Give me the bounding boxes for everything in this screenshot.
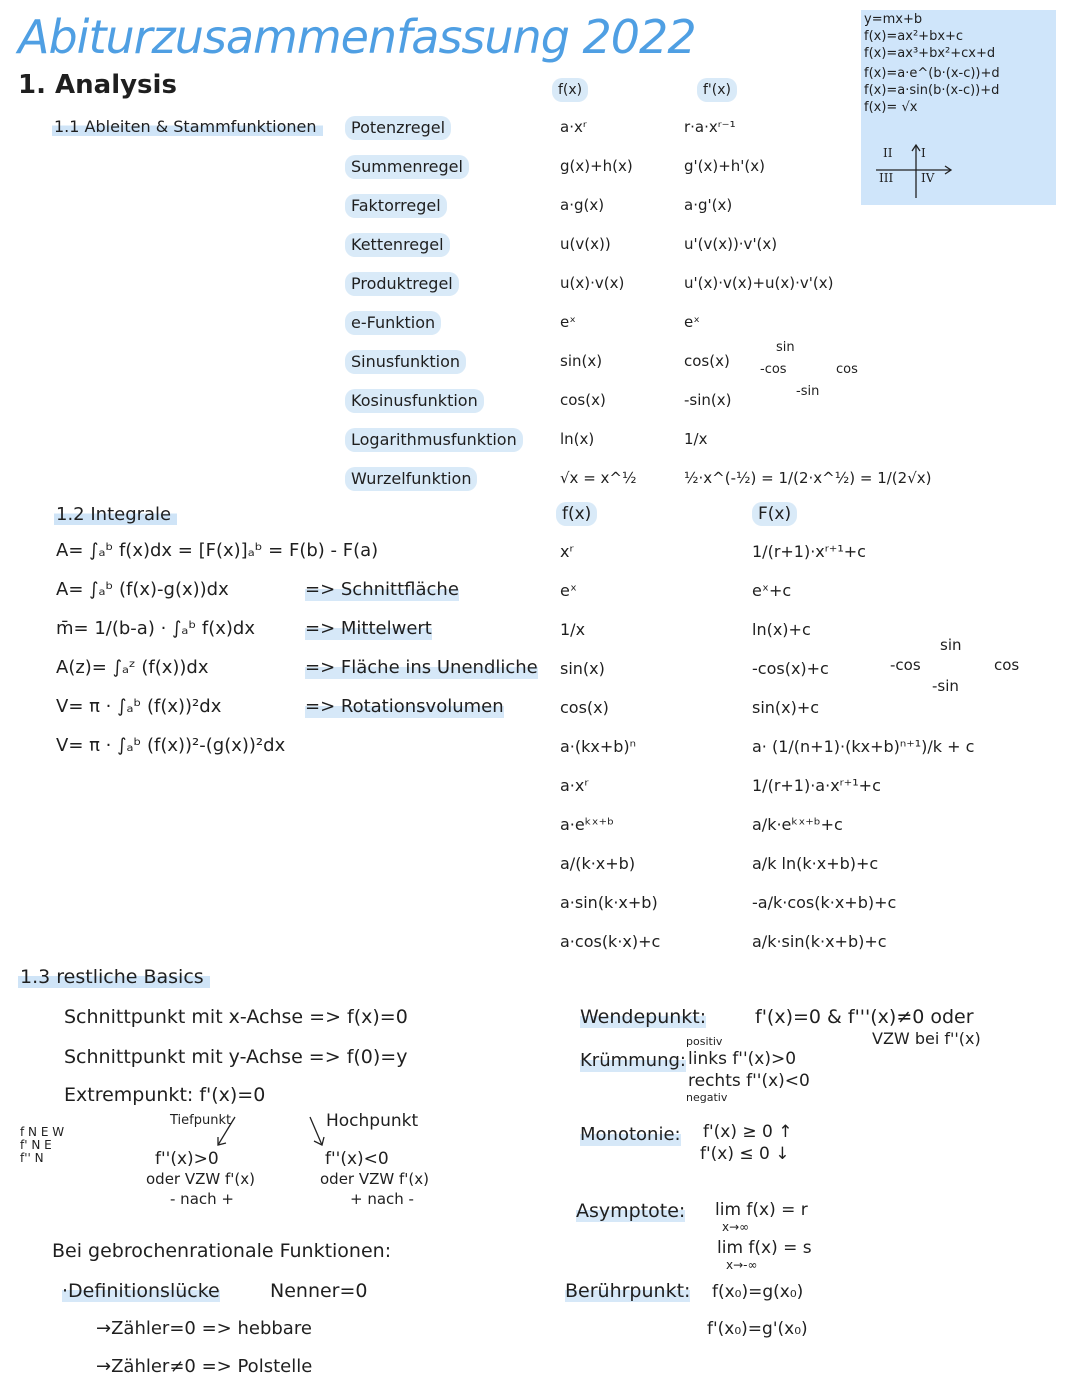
function-f: a·(kx+b)ⁿ (560, 737, 637, 756)
integral-meaning: => Rotationsvolumen (305, 696, 504, 717)
rule-name: Summenregel (345, 155, 469, 179)
kruemmung-links: links f''(x)>0 (688, 1049, 797, 1069)
rule-name: Produktregel (345, 272, 459, 296)
rule-name: Kettenregel (345, 233, 450, 257)
polstelle: →Zähler≠0 => Polstelle (96, 1356, 313, 1377)
tiefpunkt-cond: oder VZW f'(x) (146, 1170, 255, 1188)
beruehr-cond: f(x₀)=g(x₀) (712, 1282, 804, 1302)
function-f: ln(x) (560, 430, 595, 448)
function-f: cos(x) (560, 698, 609, 717)
function-f: xʳ (560, 542, 574, 561)
antiderivative-F: 1/(r+1)·xʳ⁺¹+c (752, 542, 866, 561)
hebbar: →Zähler=0 => hebbare (96, 1318, 312, 1339)
quadrant-2: II (883, 146, 893, 160)
derivative-fprime: u'(v(x))·v'(x) (684, 235, 778, 253)
integral-formula: V= π · ∫ₐᵇ (f(x))²dx (56, 696, 222, 717)
function-type-line: f(x)=ax²+bx+c (864, 29, 964, 44)
definitionsluecke: ·Definitionslücke (62, 1280, 220, 1302)
quadrant-3: III (879, 171, 894, 185)
column-header-f: f(x) (552, 78, 588, 102)
function-f: a·cos(k·x)+c (560, 932, 661, 951)
derivative-fprime: -sin(x) (684, 391, 732, 409)
integral-formula: A(z)= ∫ₐᶻ (f(x))dx (56, 657, 209, 678)
new-rule: f'' N (20, 1151, 44, 1165)
wendepunkt-cond: f'(x)=0 & f'''(x)≠0 oder (755, 1006, 974, 1028)
limit-neginf-sub: x→-∞ (726, 1258, 758, 1272)
monotonie-cond: f'(x) ≤ 0 ↓ (700, 1144, 790, 1164)
function-type-line: y=mx+b (864, 12, 923, 27)
derivative-fprime: cos(x) (684, 352, 730, 370)
cycle-bottom: -sin (796, 384, 820, 399)
function-type-line: f(x)=ax³+bx²+cx+d (864, 46, 996, 61)
function-f: a·xʳ (560, 776, 589, 795)
limit-inf: lim f(x) = r (715, 1200, 808, 1220)
cycle-top: sin (776, 340, 795, 355)
function-type-line: f(x)=a·e^(b·(x-c))+d (864, 66, 1000, 81)
integral-formula: m̄= 1/(b-a) · ∫ₐᵇ f(x)dx (56, 618, 255, 639)
column-header-fprime: f'(x) (697, 78, 737, 102)
rule-name: Sinusfunktion (345, 350, 466, 374)
column-header-f-int: f(x) (556, 502, 597, 526)
heading-ableiten: 1.1 Ableiten & Stammfunktionen (52, 117, 323, 136)
derivative-fprime: eˣ (684, 313, 700, 331)
new-rule: f' N E (20, 1138, 52, 1152)
tiefpunkt-cond: - nach + (170, 1190, 234, 1208)
branch-arrows-icon (210, 1115, 330, 1155)
basics-line: Schnittpunkt mit x-Achse => f(x)=0 (64, 1006, 408, 1028)
function-f: g(x)+h(x) (560, 157, 633, 175)
rule-name: Kosinusfunktion (345, 389, 484, 413)
antiderivative-F: -cos(x)+c (752, 659, 829, 678)
basics-line: Extrempunkt: f'(x)=0 (64, 1084, 266, 1106)
wendepunkt-label: Wendepunkt: (580, 1006, 707, 1028)
hochpunkt-cond: + nach - (350, 1190, 414, 1208)
beruehrpunkt-label: Berührpunkt: (565, 1280, 691, 1302)
function-f: sin(x) (560, 352, 603, 370)
function-f: a·xʳ (560, 118, 587, 136)
function-f: sin(x) (560, 659, 605, 678)
derivative-fprime: ½·x^(-½) = 1/(2·x^½) = 1/(2√x) (684, 469, 932, 487)
integral-formula: A= ∫ₐᵇ (f(x)-g(x))dx (56, 579, 229, 600)
antiderivative-F: a/k·eᵏˣ⁺ᵇ+c (752, 815, 843, 834)
heading-integrale: 1.2 Integrale (54, 504, 177, 525)
quadrant-1: I (921, 146, 926, 160)
antiderivative-F: a/k·sin(k·x+b)+c (752, 932, 887, 951)
limit-inf-sub: x→∞ (722, 1220, 750, 1234)
antiderivative-F: eˣ+c (752, 581, 792, 600)
cycle2-top: sin (940, 636, 962, 654)
limit-neginf: lim f(x) = s (717, 1238, 812, 1258)
function-f: u(v(x)) (560, 235, 611, 253)
integral-formula: A= ∫ₐᵇ f(x)dx = [F(x)]ₐᵇ = F(b) - F(a) (56, 540, 379, 561)
negativ-note: negativ (686, 1091, 728, 1104)
integral-meaning: => Fläche ins Unendliche (305, 657, 538, 678)
function-f: a·g(x) (560, 196, 605, 214)
hochpunkt-cond: oder VZW f'(x) (320, 1170, 429, 1188)
derivative-fprime: g'(x)+h'(x) (684, 157, 766, 175)
function-f: eˣ (560, 313, 576, 331)
gebrochen-heading: Bei gebrochenrationale Funktionen: (52, 1240, 392, 1262)
kruemmung-label: Krümmung: (580, 1050, 686, 1071)
cycle2-bottom: -sin (932, 677, 959, 695)
asymptote-label: Asymptote: (576, 1200, 686, 1222)
cycle2-left: -cos (890, 656, 921, 674)
function-f: a/(k·x+b) (560, 854, 636, 873)
rule-name: Wurzelfunktion (345, 467, 477, 491)
rule-name: Faktorregel (345, 194, 447, 218)
tiefpunkt-cond: f''(x)>0 (155, 1149, 219, 1169)
antiderivative-F: sin(x)+c (752, 698, 820, 717)
monotonie-cond: f'(x) ≥ 0 ↑ (703, 1122, 793, 1142)
kruemmung-rechts: rechts f''(x)<0 (688, 1071, 810, 1091)
positiv-note: positiv (686, 1035, 723, 1048)
cycle2-right: cos (994, 656, 1020, 674)
function-type-line: f(x)= √x (864, 100, 918, 115)
antiderivative-F: 1/(r+1)·a·xʳ⁺¹+c (752, 776, 881, 795)
monotonie-label: Monotonie: (580, 1124, 681, 1145)
section-heading-analysis: 1. Analysis (18, 70, 177, 100)
function-f: u(x)·v(x) (560, 274, 625, 292)
cycle-right: cos (836, 362, 858, 377)
function-f: √x = x^½ (560, 469, 637, 487)
nenner: Nenner=0 (270, 1280, 368, 1302)
function-types-box (861, 10, 1056, 205)
column-header-F: F(x) (752, 502, 797, 526)
integral-formula: V= π · ∫ₐᵇ (f(x))²-(g(x))²dx (56, 735, 286, 756)
antiderivative-F: -a/k·cos(k·x+b)+c (752, 893, 897, 912)
function-f: a·sin(k·x+b) (560, 893, 658, 912)
basics-line: Schnittpunkt mit y-Achse => f(0)=y (64, 1046, 408, 1068)
tiefpunkt-label: Tiefpunkt (170, 1113, 232, 1128)
hochpunkt-label: Hochpunkt (326, 1111, 419, 1131)
page-title: Abiturzusammenfassung 2022 (18, 10, 696, 64)
rule-name: Logarithmusfunktion (345, 428, 523, 452)
derivative-fprime: a·g'(x) (684, 196, 733, 214)
new-rule: f N E W (20, 1125, 65, 1139)
integral-meaning: => Schnittfläche (305, 579, 459, 600)
antiderivative-F: a· (1/(n+1)·(kx+b)ⁿ⁺¹)/k + c (752, 737, 975, 756)
derivative-fprime: 1/x (684, 430, 708, 448)
integral-meaning: => Mittelwert (305, 618, 432, 639)
antiderivative-F: a/k ln(k·x+b)+c (752, 854, 879, 873)
function-f: cos(x) (560, 391, 606, 409)
antiderivative-F: ln(x)+c (752, 620, 811, 639)
beruehr-cond: f'(x₀)=g'(x₀) (707, 1319, 808, 1339)
heading-basics: 1.3 restliche Basics (18, 966, 210, 988)
function-f: a·eᵏˣ⁺ᵇ (560, 815, 614, 834)
function-f: 1/x (560, 620, 586, 639)
function-f: eˣ (560, 581, 577, 600)
derivative-fprime: u'(x)·v(x)+u(x)·v'(x) (684, 274, 834, 292)
cycle-left: -cos (760, 362, 787, 377)
hochpunkt-cond: f''(x)<0 (325, 1149, 389, 1169)
derivative-fprime: r·a·xʳ⁻¹ (684, 118, 736, 136)
function-type-line: f(x)=a·sin(b·(x-c))+d (864, 83, 1000, 98)
wendepunkt-cond2: VZW bei f''(x) (872, 1029, 981, 1048)
rule-name: e-Funktion (345, 311, 441, 335)
rule-name: Potenzregel (345, 116, 451, 140)
quadrant-4: IV (921, 171, 935, 185)
